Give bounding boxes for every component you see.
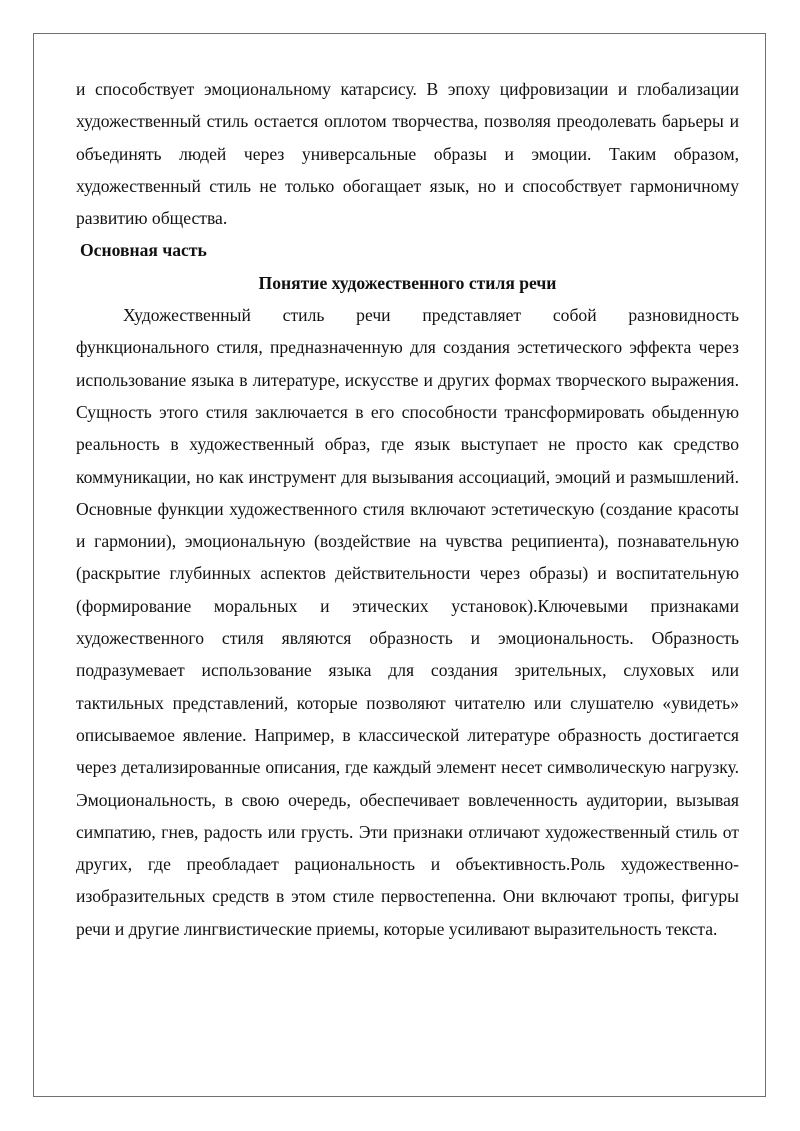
body-paragraph: Художественный стиль речи представляет собой разновидность функционального стиля, предназначенную для создания эстетического эффекта через использование языка в литературе, искусстве и других формах творческого выражения. Сущность этого стиля заключается в его способности трансформировать обыденную реальность в художественный образ, где язык выступает не просто как средство коммуникации, но как инструмент для вызывания ассоциаций, эмоций и размышлений. Основные функции художественного стиля включают эстетическую (создание красоты и гармонии), эмоциональную (воздействие на чувства реципиента), познавательную (раскрытие глубинных аспектов действительности через образы) и воспитательную (формирование моральных и этических установок).Ключевыми признаками художественного стиля являются образность и эмоциональность. Образность подразумевает использование языка для создания зрительных, слуховых или тактильных представлений, которые позволяют читателю или слушателю «увидеть» описываемое явление. Например, в классической литературе образность достигается через детализированные описания, где каждый элемент несет символическую нагрузку. Эмоциональность, в свою очередь, обеспечивает вовлеченность аудитории, вызывая симпатию, гнев, радость или грусть. Эти признаки отличают художественный стиль от других, где преобладает рациональность и объективность.Роль художественно-изобразительных средств в этом стиле первостепенна. Они включают тропы, фигуры речи и другие лингвистические приемы, которые усиливают выразительность текста. (76, 305, 739, 939)
document-body (76, 73, 739, 945)
intro-paragraph: и способствует эмоциональному катарсису. В эпоху цифровизации и глобализации художественный стиль остается оплотом творчества, позволяя преодолевать барьеры и объединять людей через универсальные образы и эмоции. Таким образом, художественный стиль не только обогащает язык, но и способствует гармоничному развитию общества. (76, 79, 739, 229)
subsection-heading: Понятие художественного стиля речи (258, 272, 557, 293)
section-heading: Основная часть (80, 240, 207, 261)
